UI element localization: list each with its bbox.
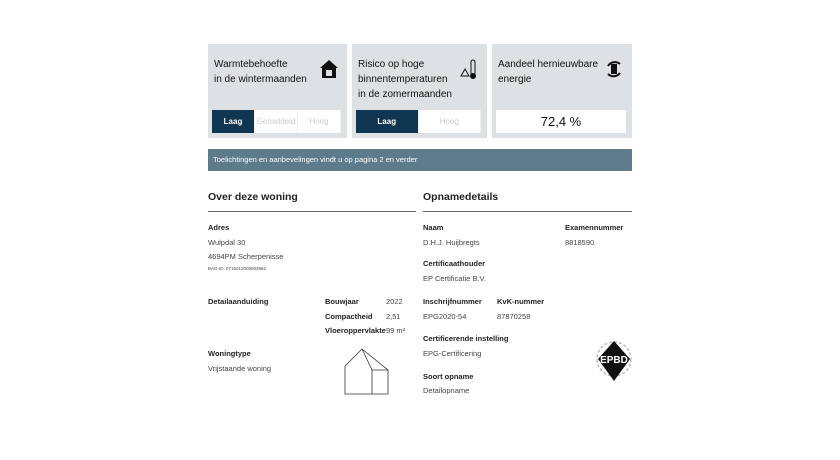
cert-value: EP Certificatie B.V. <box>423 274 486 283</box>
soort-value: Detailopname <box>423 386 470 395</box>
option-laag: Laag <box>212 110 255 133</box>
soort-label: Soort opname <box>423 372 474 381</box>
card-title: in de wintermaanden <box>214 74 307 85</box>
card-warmtebehoefte <box>208 44 347 138</box>
card-title: in de zomermaanden <box>358 89 452 100</box>
section-heading-woning: Over deze woning <box>208 191 298 203</box>
option-gemiddeld: Gemiddeld <box>255 110 298 133</box>
bouwjaar-label: Bouwjaar <box>325 297 359 306</box>
renewable-value-box <box>496 110 626 133</box>
vloer-value: 99 m² <box>386 326 406 335</box>
instelling-label: Certificerende instelling <box>423 334 509 343</box>
bag-id: BAG-ID: 0716012000003982 <box>208 266 267 271</box>
card-title: Aandeel hernieuwbare <box>498 59 599 70</box>
adres-line1: Wulpdal 30 <box>208 238 246 247</box>
section-heading-opname: Opnamedetails <box>423 191 499 203</box>
epbd-logo <box>594 337 634 385</box>
inschrijf-value: EPG2020-54 <box>423 312 467 321</box>
card-hernieuwbare-energie <box>492 44 632 138</box>
card-title: binnentemperaturen <box>358 74 448 85</box>
compactheid-value: 2,51 <box>386 312 401 321</box>
option-hoog: Hoog <box>298 110 341 133</box>
adres-line2: 4694PM Scherpenisse <box>208 252 284 261</box>
warmtebehoefte-scale <box>212 110 341 133</box>
detail-label: Detailaanduiding <box>208 297 269 306</box>
examen-value: 8818590 <box>565 238 595 247</box>
option-hoog: Hoog <box>419 110 482 133</box>
inschrijf-label: Inschrijfnummer <box>423 297 482 306</box>
house-icon <box>319 58 339 80</box>
vloer-label: Vloeroppervlakte <box>325 326 386 335</box>
divider <box>208 211 416 212</box>
kvk-label: KvK-nummer <box>497 297 545 306</box>
cert-label: Certificaathouder <box>423 259 486 268</box>
binnentemperatuur-scale <box>356 110 481 133</box>
option-laag: Laag <box>356 110 419 133</box>
info-banner: Toelichtingen en aanbevelingen vindt u op pagina 2 en verder <box>208 149 632 171</box>
naam-label: Naam <box>423 223 444 232</box>
woningtype-value: Vrijstaande woning <box>208 364 272 373</box>
naam-value: D.H.J. Huijbregts <box>423 238 480 247</box>
instelling-value: EPG-Certificering <box>423 349 482 358</box>
card-title: Warmtebehoefte <box>214 59 288 70</box>
bouwjaar-value: 2022 <box>386 297 403 306</box>
card-title: Risico op hoge <box>358 59 425 70</box>
examen-label: Examennummer <box>565 223 624 232</box>
card-title: energie <box>498 74 532 85</box>
kvk-value: 87870258 <box>497 312 531 321</box>
thermometer-warning-icon <box>459 58 479 80</box>
renewable-value: 72,4 % <box>540 114 582 129</box>
house-illustration <box>342 346 390 396</box>
card-binnentemperatuur <box>352 44 487 138</box>
adres-label: Adres <box>208 223 230 232</box>
compactheid-label: Compactheid <box>325 312 373 321</box>
renewable-energy-icon <box>604 58 624 80</box>
divider <box>423 211 632 212</box>
woningtype-label: Woningtype <box>208 349 251 358</box>
svg-text:EPBD: EPBD <box>600 355 628 366</box>
